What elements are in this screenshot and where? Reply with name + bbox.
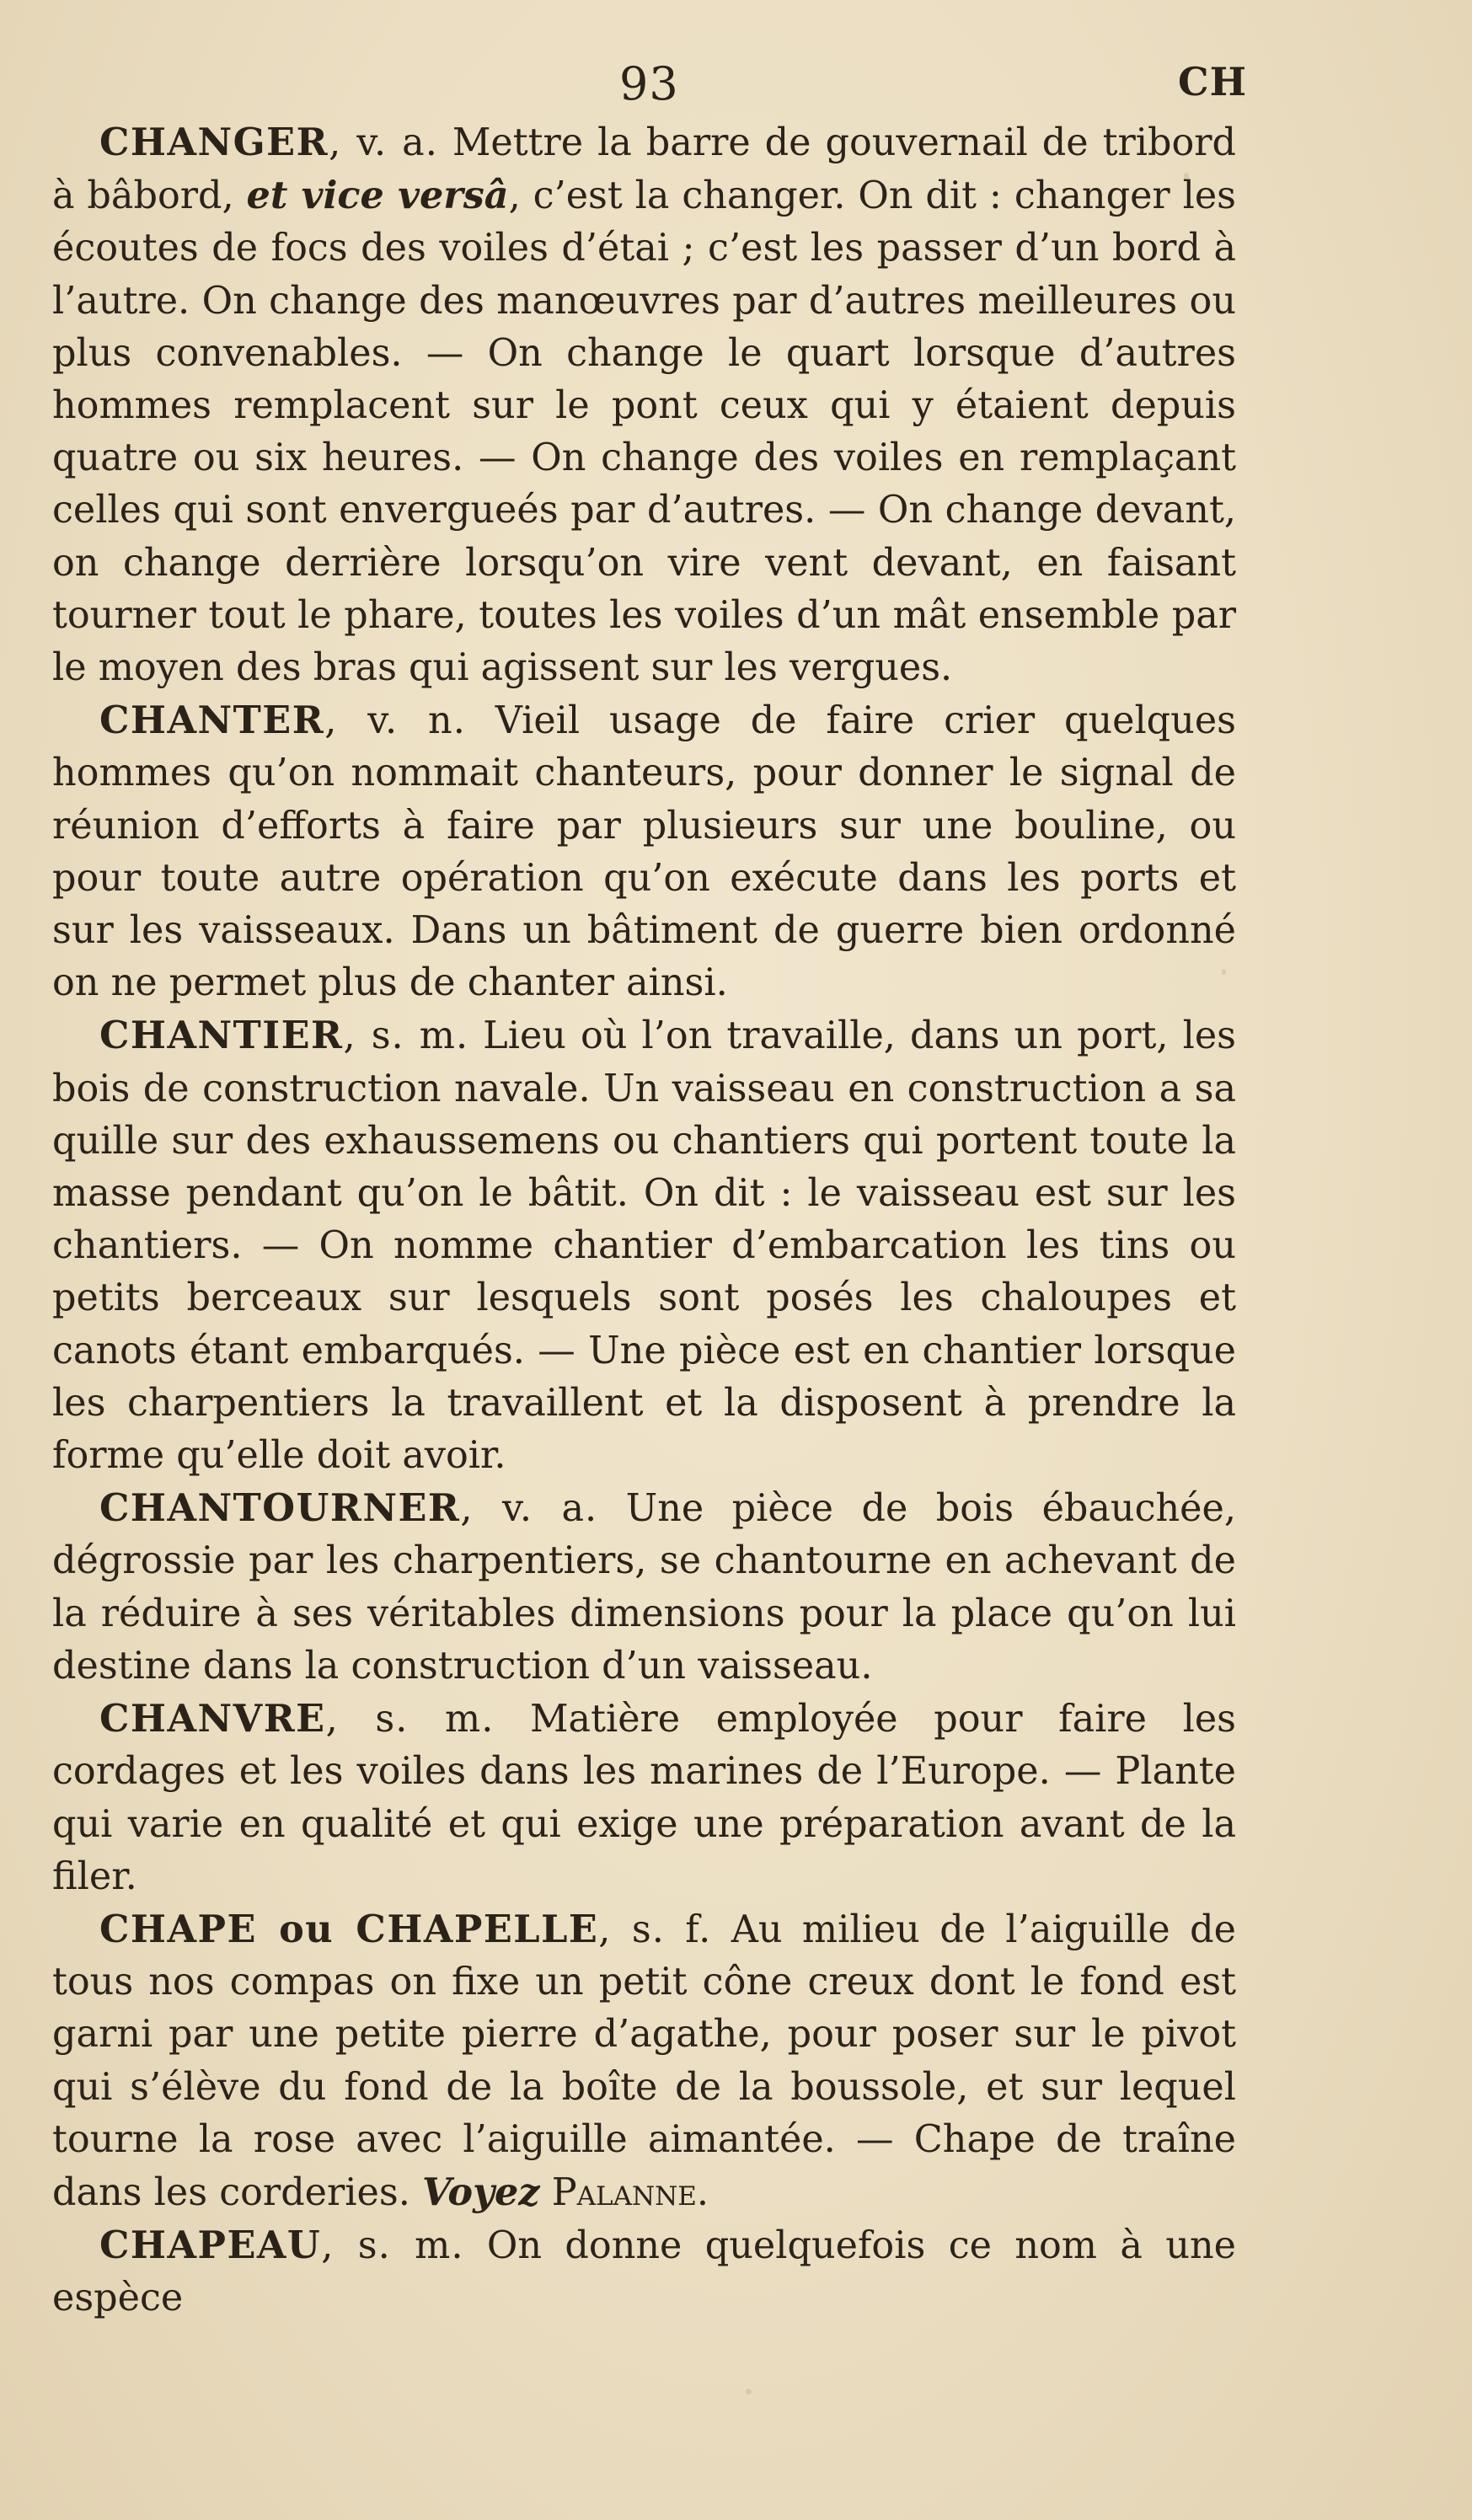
definition-text: Une pièce de bois ébauchée, dégrossie par les charpentiers, se chantourne en achevant de la réduire à ses véritables dimensions pour la place qu’on lui destine dans la construction d’un vaisseau. — [52, 1487, 1236, 1688]
part-of-speech: , v. a. — [329, 121, 438, 164]
definition-text: Matière employée pour faire les cordages et les voiles dans les marines de l’Europe. — Plante qui varie en qualité et qui exige une préparation avant de la filer. — [52, 1698, 1236, 1898]
headword: CHAPE ou CHAPELLE — [99, 1907, 599, 1951]
entry-chapeau — [52, 2219, 1236, 2325]
definition-text: On donne quelquefois ce nom à une espèce — [52, 2224, 1236, 2320]
entry-chape — [52, 1903, 1236, 2219]
entry-changer — [52, 116, 1236, 694]
dictionary-column — [52, 116, 1236, 2325]
definition-text: , c’est la changer. On dit : changer les écoutes de focs des voiles d’étai ; c’est les passer d’un bord à l’autre. On change des manœuvres par d’autres meilleures ou plus convenables. — On change le quart lorsque d’autres hommes remplacent sur le pont ceux qui y étaient depuis quatre ou six heures. — On change des voiles en remplaçant celles qui sont envergueés par d’autres. — On change devant, on change derrière lorsqu’on vire vent devant, en faisant tourner tout le phare, toutes les voiles d’un mât ensemble par le moyen des bras qui agissent sur les vergues. — [52, 174, 1236, 690]
entry-chantourner — [52, 1482, 1236, 1693]
cross-reference-label: Voyez — [421, 2170, 540, 2214]
headword: CHANTOURNER — [99, 1486, 461, 1531]
part-of-speech: , s. m. — [321, 2224, 464, 2268]
headword: CHANVRE — [99, 1697, 326, 1742]
part-of-speech: , v. a. — [460, 1487, 598, 1531]
entry-chanter — [52, 694, 1236, 1009]
headword: CHAPEAU — [99, 2223, 322, 2268]
entry-chantier — [52, 1009, 1236, 1482]
cross-reference-target: Palanne. — [551, 2170, 709, 2214]
part-of-speech: , s. m. — [325, 1698, 495, 1742]
definition-text: Au milieu de l’aiguille de tous nos compas on fixe un petit cône creux dont le fond est garni par une petite pierre d’agathe, pour poser sur le pivot qui s’élève du fond de la boîte de la boussole, et sur lequel tourne la rose avec l’aiguille aimantée. — Chape de traîne dans les corderies. — [52, 1907, 1236, 2214]
part-of-speech: , s. m. — [343, 1014, 469, 1058]
headword: CHANGER — [99, 120, 329, 164]
part-of-speech: , v. n. — [324, 699, 466, 743]
entry-chanvre — [52, 1693, 1236, 1903]
headword: CHANTER — [99, 698, 325, 743]
running-head: CH — [1178, 59, 1248, 104]
part-of-speech: , s. f. — [598, 1907, 712, 1951]
definition-text: Vieil usage de faire crier quelques hommes qu’on nommait chanteurs, pour donner le signal de réunion d’efforts à faire par plusieurs sur une bouline, ou pour toute autre opération qu’on exécute dans les ports et sur les vaisseaux. Dans un bâtiment de guerre bien ordonné on ne permet plus de chanter ainsi. — [52, 699, 1236, 1005]
italic-phrase: et vice versâ — [246, 174, 509, 218]
foxing-spot — [746, 2389, 752, 2394]
page-number: 93 — [619, 57, 679, 110]
definition-text: Mettre la barre de gouvernail de tribord à bâbord, — [52, 121, 1236, 218]
definition-text: Lieu où l’on travaille, dans un port, les bois de construction navale. Un vaisseau en construction a sa quille sur des exhaussemens ou chantiers qui portent toute la masse pendant qu’on le bâtit. On dit : le vaisseau est sur les chantiers. — On nomme chantier d’embarcation les tins ou petits berceaux sur lesquels sont posés les chaloupes et canots étant embarqués. — Une pièce est en chantier lorsque les charpentiers la travaillent et la disposent à prendre la forme qu’elle doit avoir. — [52, 1014, 1236, 1478]
page-header — [0, 52, 1472, 120]
headword: CHANTIER — [99, 1014, 344, 1058]
